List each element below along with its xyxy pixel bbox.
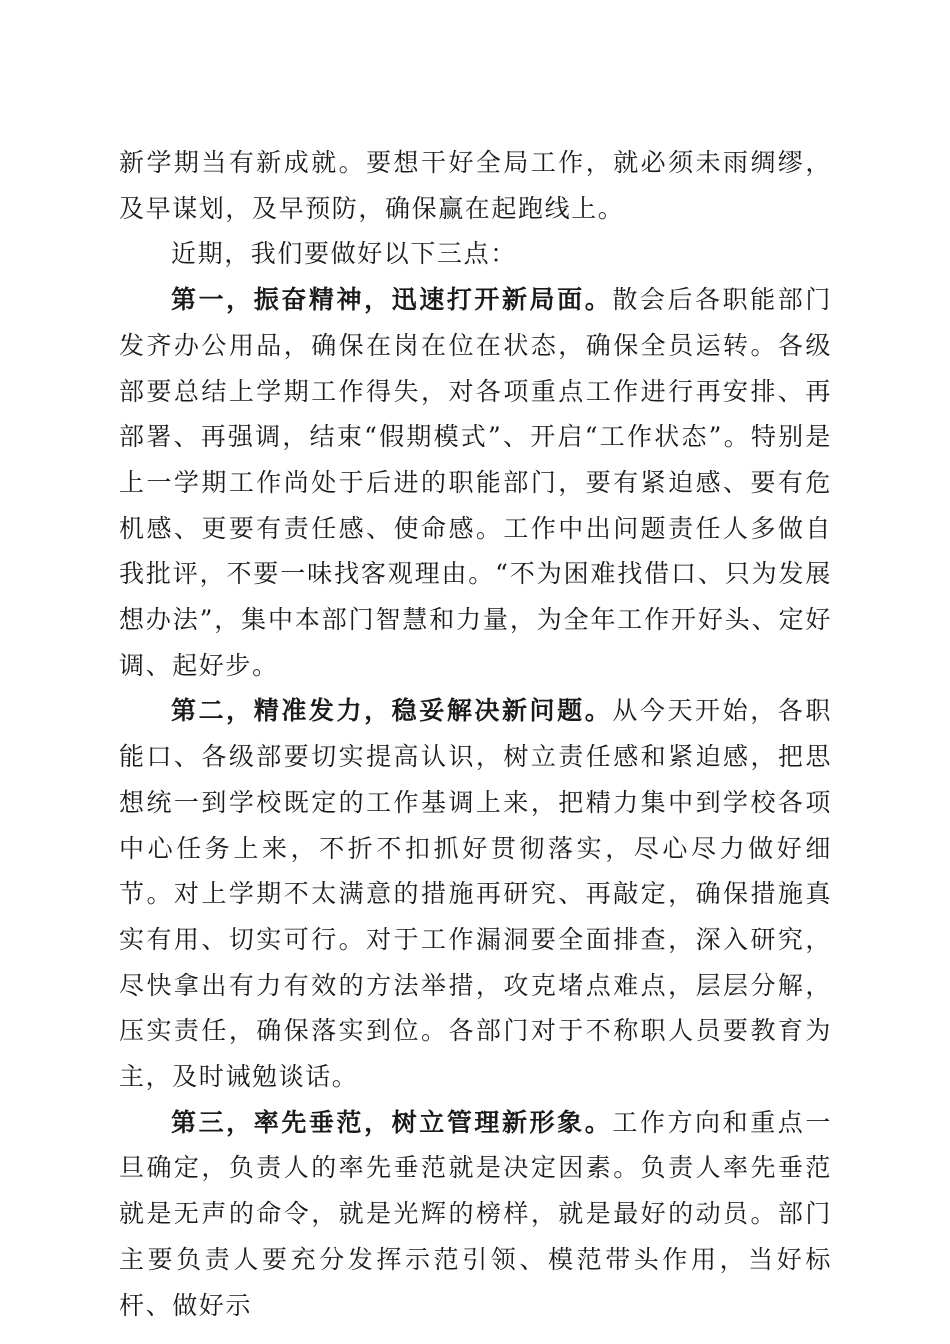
paragraph-lead-heading: 第一，振奋精神，迅速打开新局面。 <box>171 285 613 315</box>
paragraph-three-points <box>119 231 832 277</box>
paragraph-intro <box>119 140 832 231</box>
paragraph-text: 新学期当有新成就。要想干好全局工作，就必须未雨绸缪，及早谋划，及早预防，确保赢在起跑线上。 <box>119 148 832 223</box>
body-text <box>119 140 832 1328</box>
paragraph-text: 从今天开始，各职能口、各级部要切实提高认识，树立责任感和紧迫感，把思想统一到学校既定的工作基调上来，把精力集中到学校各项中心任务上来，不折不扣抓好贯彻落实，尽心尽力做好细节。对上学期不太满意的措施再研究、再敲定，确保措施真实有用、切实可行。对于工作漏洞要全面排查，深入研究，尽快拿出有力有效的方法举措，攻克堵点难点，层层分解，压实责任，确保落实到位。各部门对于不称职人员要教育为主，及时诫勉谈话。 <box>119 696 832 1092</box>
paragraph-lead-heading: 第二，精准发力，稳妥解决新问题。 <box>171 696 613 726</box>
paragraph-text: 近期，我们要做好以下三点： <box>171 239 517 269</box>
paragraph-text: 工作方向和重点一旦确定，负责人的率先垂范就是决定因素。负责人率先垂范就是无声的命令，就是光辉的榜样，就是最好的动员。部门主要负责人要充分发挥示范引领、模范带头作用，当好标杆、做好示 <box>119 1107 832 1320</box>
paragraph-third-point <box>119 1100 832 1329</box>
paragraph-second-point <box>119 688 832 1099</box>
paragraph-text: 散会后各职能部门发齐办公用品，确保在岗在位在状态，确保全员运转。各级部要总结上学期工作得失，对各项重点工作进行再安排、再部署、再强调，结束“假期模式”、开启“工作状态”。特别是上一学期工作尚处于后进的职能部门，要有紧迫感、要有危机感、更要有责任感、使命感。工作中出问题责任人多做自我批评，不要一味找客观理由。“不为困难找借口、只为发展想办法”，集中本部门智慧和力量，为全年工作开好头、定好调、起好步。 <box>119 285 832 680</box>
paragraph-first-point <box>119 277 832 688</box>
paragraph-lead-heading: 第三，率先垂范，树立管理新形象。 <box>171 1107 613 1137</box>
